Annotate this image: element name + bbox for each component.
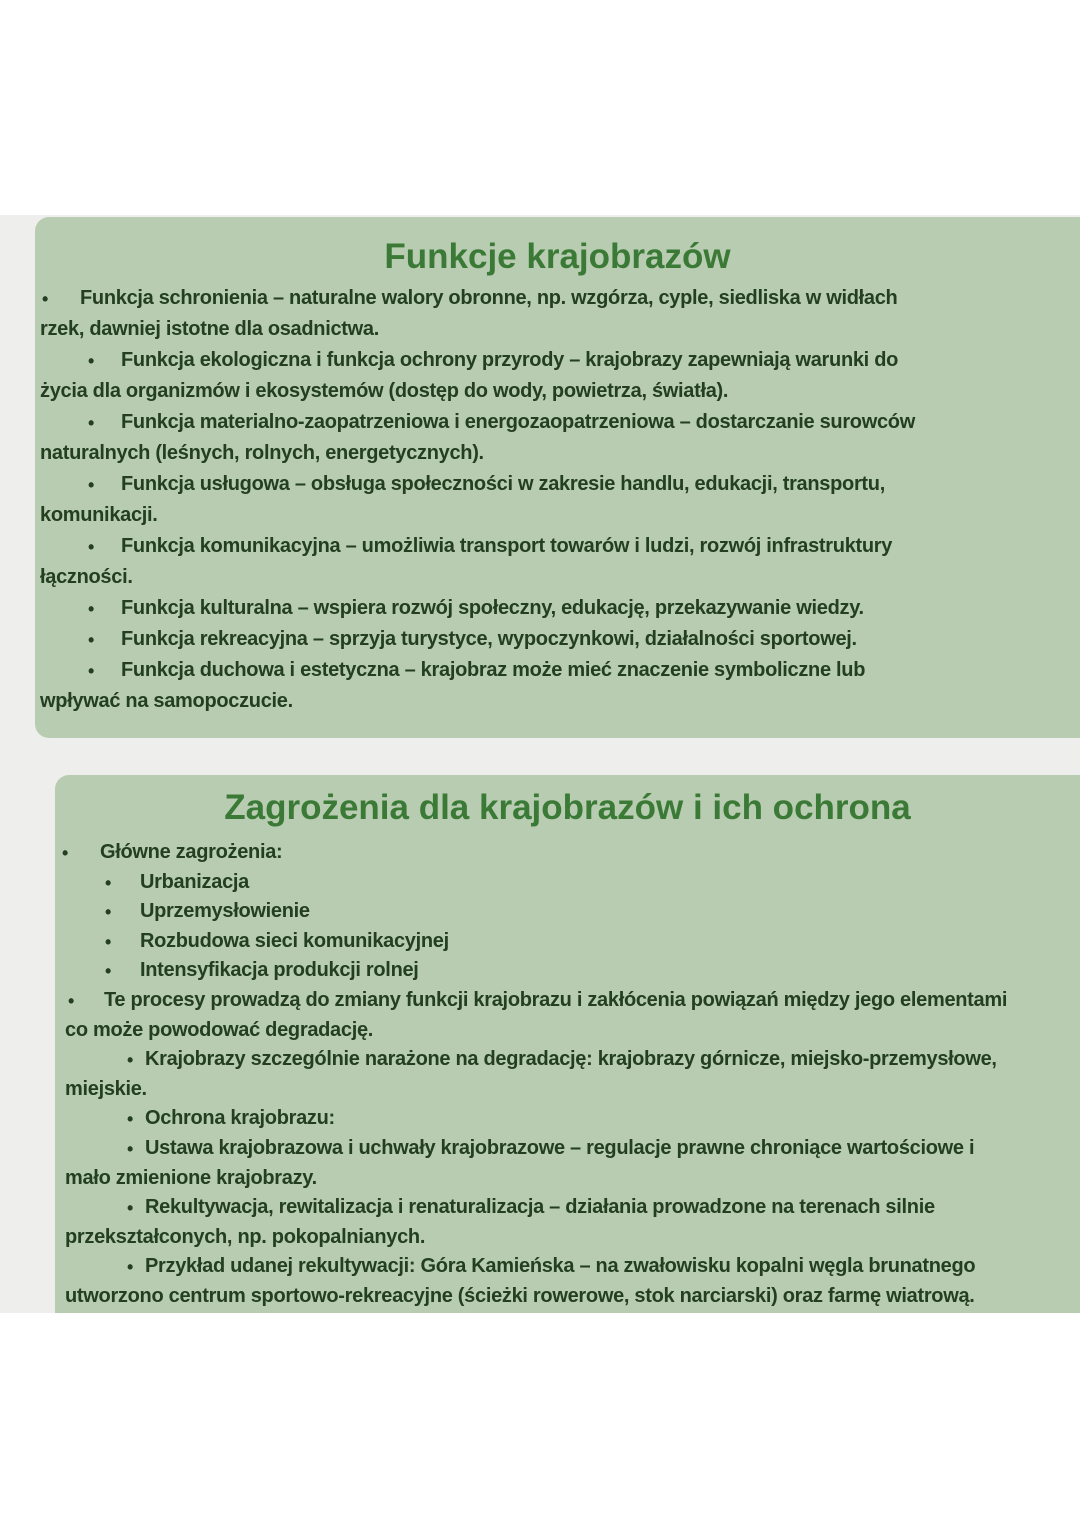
list-item: Rozbudowa sieci komunikacyjnej bbox=[140, 929, 449, 952]
section-title: Zagrożenia dla krajobrazów i ich ochrona bbox=[224, 788, 911, 827]
list-item: Funkcja usługowa – obsługa społeczności w zakresie handlu, edukacji, transportu, bbox=[121, 473, 885, 495]
bullet-icon: • bbox=[62, 843, 69, 863]
list-item-continuation: naturalnych (leśnych, rolnych, energetycznych). bbox=[40, 442, 484, 464]
bullet-icon: • bbox=[88, 413, 95, 433]
section-landscape-functions bbox=[35, 217, 1080, 738]
list-item-continuation: mało zmienione krajobrazy. bbox=[65, 1166, 317, 1189]
list-item: Intensyfikacja produkcji rolnej bbox=[140, 959, 419, 982]
list-item-continuation: komunikacji. bbox=[40, 504, 158, 526]
list-item: Ustawa krajobrazowa i uchwały krajobrazowe – regulacje prawne chroniące wartościowe i bbox=[145, 1137, 975, 1159]
bullet-icon: • bbox=[68, 991, 75, 1011]
list-item: Funkcja rekreacyjna – sprzyja turystyce, wypoczynkowi, działalności sportowej. bbox=[121, 628, 857, 650]
bullet-icon: • bbox=[88, 475, 95, 495]
bullet-icon: • bbox=[88, 661, 95, 681]
bullet-icon: • bbox=[127, 1257, 134, 1278]
list-item: Rekultywacja, rewitalizacja i renaturalizacja – działania prowadzone na terenach silnie bbox=[145, 1196, 935, 1219]
bullet-icon: • bbox=[105, 902, 112, 923]
list-item: Te procesy prowadzą do zmiany funkcji krajobrazu i zakłócenia powiązań między jego elementami bbox=[104, 989, 1008, 1011]
list-item-continuation: przekształconych, np. pokopalnianych. bbox=[65, 1225, 426, 1248]
bullet-icon: • bbox=[88, 630, 95, 650]
section-title: Funkcje krajobrazów bbox=[384, 237, 731, 276]
bullet-icon: • bbox=[88, 537, 95, 557]
bullet-icon: • bbox=[127, 1050, 134, 1071]
list-item: Funkcja schronienia – naturalne walory obronne, np. wzgórza, cyple, siedliska w widłach bbox=[80, 287, 898, 309]
list-item: Funkcja kulturalna – wspiera rozwój społeczny, edukację, przekazywanie wiedzy. bbox=[121, 597, 864, 619]
list-item: Urbanizacja bbox=[140, 870, 249, 893]
list-item: Funkcja ekologiczna i funkcja ochrony przyrody – krajobrazy zapewniają warunki do bbox=[121, 349, 899, 371]
bullet-icon: • bbox=[42, 289, 49, 309]
list-item-continuation: co może powodować degradację. bbox=[65, 1018, 374, 1041]
list-item: Ochrona krajobrazu: bbox=[145, 1107, 335, 1130]
section-landscape-threats bbox=[55, 775, 1080, 1313]
list-item-continuation: łączności. bbox=[40, 566, 133, 588]
list-item-continuation: rzek, dawniej istotne dla osadnictwa. bbox=[40, 318, 379, 340]
bullet-icon: • bbox=[127, 1139, 134, 1159]
list-item-continuation: miejskie. bbox=[65, 1077, 147, 1100]
bullet-icon: • bbox=[127, 1198, 134, 1219]
bullet-icon: • bbox=[105, 961, 112, 982]
list-item-continuation: życia dla organizmów i ekosystemów (dostęp do wody, powietrza, światła). bbox=[40, 380, 729, 402]
list-item-continuation: wpływać na samopoczucie. bbox=[40, 690, 293, 712]
list-item: Funkcja komunikacyjna – umożliwia transport towarów i ludzi, rozwój infrastruktury bbox=[121, 535, 893, 557]
list-item: Przykład udanej rekultywacji: Góra Kamieńska – na zwałowisku kopalni węgla brunatnego bbox=[145, 1255, 976, 1278]
list-item: Główne zagrożenia: bbox=[100, 841, 283, 863]
list-item: Uprzemysłowienie bbox=[140, 900, 310, 923]
bullet-icon: • bbox=[88, 599, 95, 619]
bullet-icon: • bbox=[105, 931, 112, 952]
list-item: Funkcja duchowa i estetyczna – krajobraz może mieć znaczenie symboliczne lub bbox=[121, 659, 866, 681]
list-item: Krajobrazy szczególnie narażone na degradację: krajobrazy górnicze, miejsko-przemysłowe, bbox=[145, 1048, 997, 1071]
bullet-icon: • bbox=[88, 351, 95, 371]
list-item: Funkcja materialno-zaopatrzeniowa i energozaopatrzeniowa – dostarczanie surowców bbox=[121, 411, 915, 433]
bullet-icon: • bbox=[127, 1109, 134, 1130]
list-item-continuation: utworzono centrum sportowo-rekreacyjne (ścieżki rowerowe, stok narciarski) oraz farmę wiatrową. bbox=[65, 1285, 975, 1307]
bullet-icon: • bbox=[105, 872, 112, 893]
